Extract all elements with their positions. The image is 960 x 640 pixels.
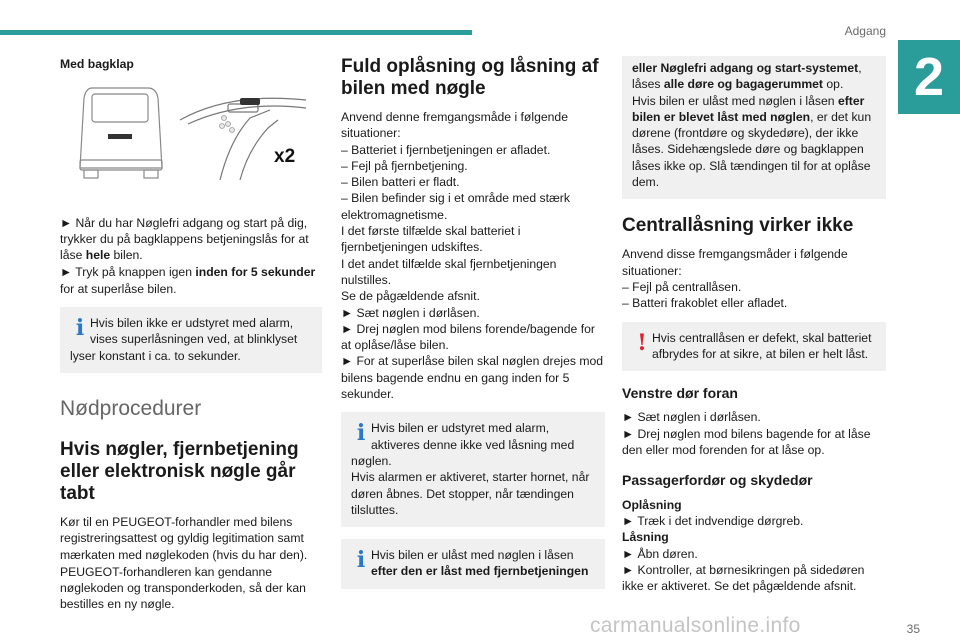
column-middle (341, 56, 605, 589)
info-note-unlocked-key: i Hvis bilen er ulåst med nøglen i låsen efter den er låst med fjernbetjeningen (341, 539, 605, 589)
warning-note-battery: ! Hvis centrallåsen er defekt, skal batteriet afbrydes for at sikre, at bilen er helt låst. (622, 322, 886, 372)
intro-situations: Anvend disse fremgangsmåder i følgende situationer: (622, 247, 848, 278)
info-note-alarm-key: i Hvis bilen er udstyret med alarm, aktiveres denne ikke ved låsning med nøglen. Hvis alarmen er aktiveret, starter hornet, når døren åbnes. Det stopper, når tændingen tilsluttes. (341, 412, 605, 527)
info-icon: i (356, 547, 366, 574)
list-item: – Batteri frakoblet eller afladet. (622, 296, 788, 311)
header-accent-bar (0, 30, 472, 35)
section-heading-lost-keys: Hvis nøgler, fjernbetjening eller elektronisk nøgle går tabt (60, 438, 299, 504)
paragraph-tailgate-lock: ► Når du har Nøglefri adgang og start på dig, trykker du på bagklappens betjeningslås for at låse hele bilen. (60, 215, 309, 263)
chapter-number-tab: 2 (898, 40, 960, 114)
label-locking: Låsning (622, 530, 669, 545)
step-item: ► Åbn døren. (622, 546, 698, 561)
page-number: 35 (906, 622, 920, 636)
info-icon: i (356, 420, 366, 447)
warning-icon: ! (637, 329, 647, 356)
column-right (622, 56, 886, 594)
subheading-tailgate: Med bagklap (60, 57, 134, 71)
list-item: – Batteriet i fjernbetjeningen er afladet. (341, 142, 551, 157)
watermark: carmanualsonline.info (590, 614, 801, 637)
step-item: ► Sæt nøglen i dørlåsen. (622, 410, 761, 425)
list-item: – Fejl på centrallåsen. (622, 279, 742, 294)
info-note-continued: eller Nøglefri adgang og start-systemet, låses alle døre og bagagerummet op. Hvis bilen er ulåst med nøglen i låsen efter bilen er blevet låst med nøglen, er det kun dørene (frontdøre og skydedøre), der ikke låses. Sidehængslede døre og bagklappen låses ikke op. Slå tændingen til for at oplåse dem. (622, 56, 886, 199)
chapter-heading: Nødprocedurer (60, 396, 202, 420)
paragraph-dealer-restore: PEUGEOT-forhandleren kan gendanne nøglekoden og transponderkoden, så der kan bestilles en ny nøgle. (60, 564, 306, 612)
list-item: – Bilen befinder sig i et område med stærk elektromagnetisme. (341, 191, 570, 222)
info-note-alarm: i Hvis bilen ikke er udstyret med alarm, vises superlåsningen ved, at blinklyset lyser konstant i ca. to sekunder. (60, 307, 322, 373)
step-item: ► Drej nøglen mod bilens bagende for at låse den eller mod forenden for at låse op. (622, 426, 871, 458)
paragraph-dealer: Kør til en PEUGEOT-forhandler med bilens registreringsattest og gyldig legitimation samt mærkaten med nøglekoden (hvis du har den). (60, 514, 308, 562)
step-item: ► Træk i det indvendige dørgreb. (622, 513, 804, 528)
paragraph-case2: I det andet tilfælde skal fjernbetjeningen nulstilles. (341, 256, 557, 287)
paragraph-tailgate-superlock: ► Tryk på knappen igen inden for 5 sekunder for at superlåse bilen. (60, 265, 316, 296)
step-item: ► Sæt nøglen i dørlåsen. (341, 305, 480, 320)
step-item: ► For at superlåse bilen skal nøglen drejes mod bilens bagende endnu en gang inden for 5 sekunder. (341, 354, 604, 402)
step-item: ► Kontroller, at børnesikringen på sidedøren ikke er aktiveret. Se det pågældende afsnit. (622, 562, 865, 594)
section-heading-key-locking: Fuld oplåsning og låsning af bilen med nøgle (341, 56, 599, 99)
press-twice-label: x2 (274, 146, 296, 168)
info-icon: i (75, 315, 85, 342)
label-unlocking: Oplåsning (622, 497, 682, 512)
section-heading-central-locking: Centrallåsning virker ikke (622, 215, 854, 237)
list-item: – Bilen batteri er fladt. (341, 175, 460, 190)
list-item: – Fejl på fjernbetjening. (341, 158, 468, 173)
step-item: ► Drej nøglen mod bilens forende/bagende for at oplåse/låse bilen. (341, 321, 595, 353)
paragraph-case1: I det første tilfælde skal batteriet i fjernbetjeningen udskiftes. (341, 224, 521, 255)
section-title: Adgang (844, 24, 886, 38)
tailgate-illustration (70, 80, 310, 190)
paragraph-see-sections: Se de pågældende afsnit. (341, 289, 480, 304)
heading-passenger-door: Passagerfordør og skydedør (622, 472, 813, 489)
intro-situations: Anvend denne fremgangsmåde i følgende situationer: (341, 110, 568, 141)
column-left (60, 56, 322, 614)
heading-driver-door: Venstre dør foran (622, 385, 738, 402)
